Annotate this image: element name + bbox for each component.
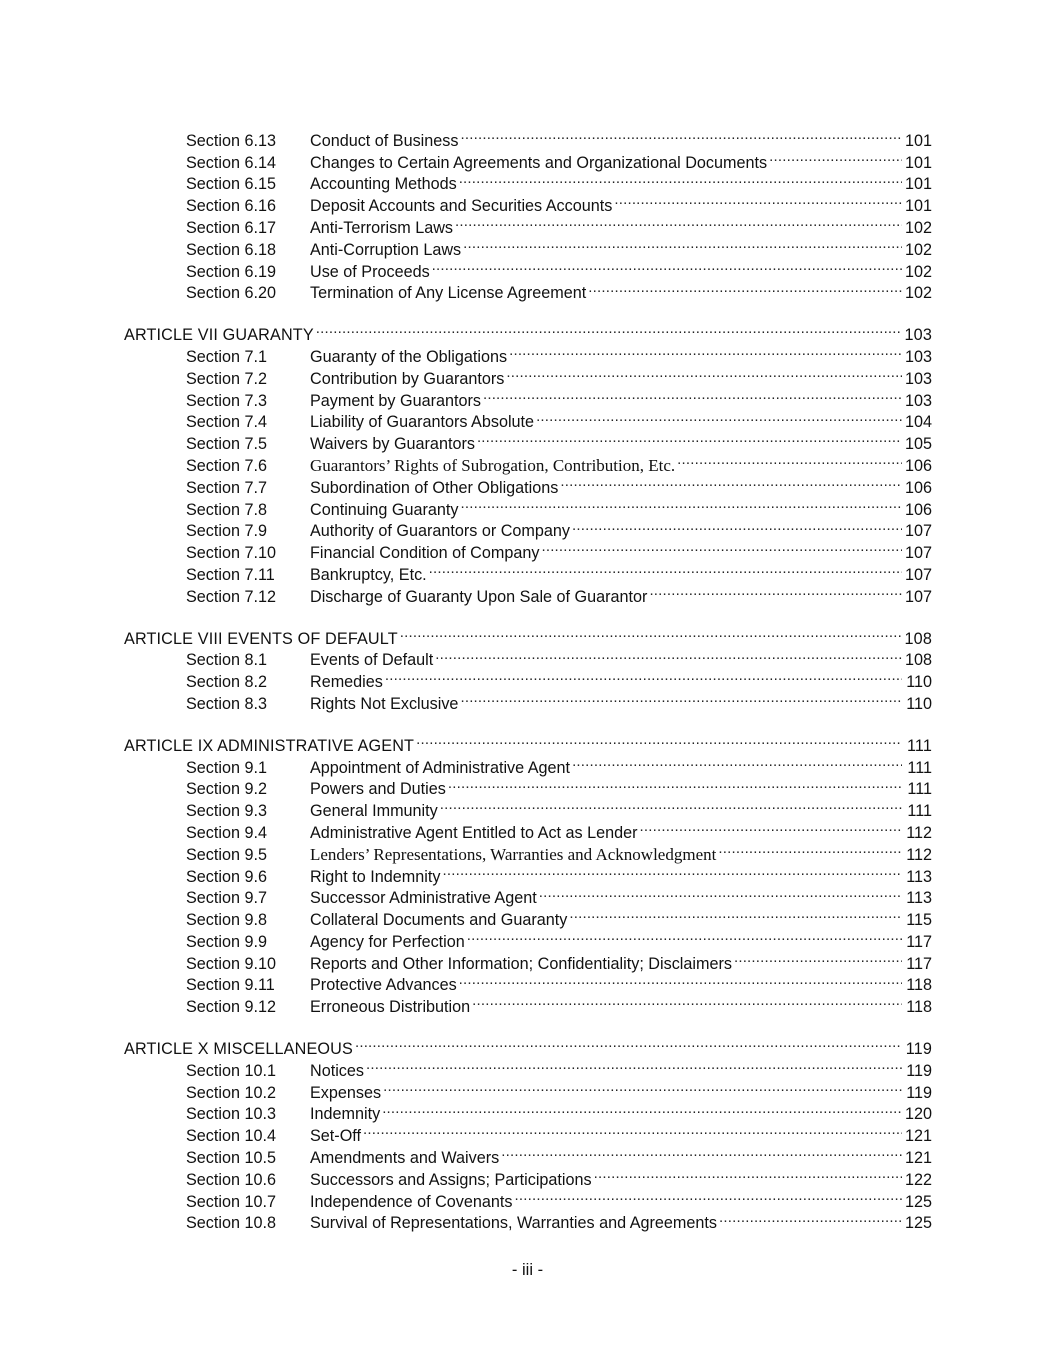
dot-leader — [541, 536, 902, 558]
page-number: 101 — [904, 197, 932, 216]
page-number: 122 — [904, 1170, 932, 1189]
article-title: ARTICLE VII GUARANTY — [124, 326, 314, 345]
dot-leader — [572, 751, 902, 773]
section-title: Deposit Accounts and Securities Accounts — [310, 197, 613, 216]
dot-leader — [509, 340, 902, 362]
page-number: 108 — [904, 629, 932, 648]
section-title: Expenses — [310, 1083, 382, 1102]
page-number: 103 — [904, 391, 932, 410]
section-title: Guaranty of the Obligations — [310, 347, 508, 366]
page-number: 121 — [904, 1127, 932, 1146]
section-number: Section 7.5 — [186, 435, 267, 454]
page-number: 119 — [905, 1040, 932, 1059]
page-number: 106 — [904, 478, 932, 497]
section-title: Right to Indemnity — [310, 867, 441, 886]
section-number: Section 8.3 — [186, 694, 267, 713]
section-title: Discharge of Guaranty Upon Sale of Guarantor — [310, 587, 648, 606]
section-title: Contribution by Guarantors — [310, 369, 505, 388]
section-title: Collateral Documents and Guaranty — [310, 911, 568, 930]
section-title: Protective Advances — [310, 976, 457, 995]
page-number: 113 — [906, 889, 932, 908]
dot-leader — [560, 471, 902, 493]
dot-leader — [640, 816, 902, 838]
page-number: 113 — [906, 867, 932, 886]
page-number: 107 — [904, 522, 932, 541]
page-number: 103 — [904, 347, 932, 366]
article-title: ARTICLE VIII EVENTS OF DEFAULT — [124, 629, 398, 648]
dot-leader — [363, 1119, 902, 1141]
section-number: Section 9.10 — [186, 954, 276, 973]
page-number: 117 — [906, 932, 932, 951]
section-number: Section 9.7 — [186, 889, 267, 908]
page-number: 110 — [906, 694, 932, 713]
section-number: Section 9.12 — [186, 998, 276, 1017]
section-title: Reports and Other Information; Confidentiality; Disclaimers — [310, 954, 732, 973]
section-title: General Immunity — [310, 802, 438, 821]
dot-leader — [536, 406, 902, 428]
section-number: Section 6.13 — [186, 131, 276, 150]
dot-leader — [316, 318, 902, 340]
section-number: Section 8.2 — [186, 673, 267, 692]
page-number: 121 — [904, 1149, 932, 1168]
section-title: Administrative Agent Entitled to Act as Lender — [310, 823, 638, 842]
section-number: Section 9.9 — [186, 932, 267, 951]
section-title: Termination of Any License Agreement — [310, 284, 587, 303]
page-number: 125 — [904, 1214, 932, 1233]
dot-leader — [455, 211, 902, 233]
dot-leader — [734, 947, 902, 969]
section-number: Section 9.8 — [186, 911, 267, 930]
dot-leader — [467, 925, 902, 947]
toc-article-entry[interactable] — [124, 318, 932, 345]
dot-leader — [677, 449, 902, 471]
section-number: Section 10.1 — [186, 1061, 276, 1080]
section-title: Events of Default — [310, 651, 434, 670]
page-number: 104 — [904, 413, 932, 432]
section-number: Section 10.4 — [186, 1127, 276, 1146]
section-number: Section 6.20 — [186, 284, 276, 303]
page-number: 102 — [904, 262, 932, 281]
section-number: Section 9.11 — [186, 976, 275, 995]
section-number: Section 10.3 — [186, 1105, 276, 1124]
dot-leader — [539, 882, 902, 904]
dot-leader — [429, 558, 902, 580]
article-title: ARTICLE IX ADMINISTRATIVE AGENT — [124, 736, 415, 755]
section-title: Remedies — [310, 673, 383, 692]
dot-leader — [355, 1032, 902, 1054]
section-number: Section 9.1 — [186, 758, 267, 777]
section-title: Rights Not Exclusive — [310, 694, 459, 713]
section-title: Guarantors’ Rights of Subrogation, Contribution, Etc. — [310, 455, 676, 475]
dot-leader — [459, 969, 902, 991]
dot-leader — [515, 1185, 902, 1207]
section-number: Section 9.6 — [186, 867, 267, 886]
section-title: Amendments and Waivers — [310, 1149, 500, 1168]
section-number: Section 7.9 — [186, 522, 267, 541]
section-number: Section 9.5 — [186, 845, 267, 864]
page-number: 115 — [906, 911, 932, 930]
section-number: Section 7.7 — [186, 478, 267, 497]
page-number: 110 — [906, 673, 932, 692]
section-title: Indemnity — [310, 1105, 381, 1124]
dot-leader — [385, 665, 902, 687]
section-title: Erroneous Distribution — [310, 998, 471, 1017]
dot-leader — [460, 124, 902, 146]
dot-leader — [382, 1098, 902, 1120]
dot-leader — [416, 729, 902, 751]
dot-leader — [483, 384, 902, 406]
page-number: 120 — [904, 1105, 932, 1124]
dot-leader — [649, 580, 902, 602]
section-number: Section 9.4 — [186, 823, 267, 842]
page-number: 102 — [904, 218, 932, 237]
section-title: Changes to Certain Agreements and Organizational Documents — [310, 153, 768, 172]
page-number: 105 — [904, 435, 932, 454]
dot-leader — [366, 1054, 902, 1076]
dot-leader — [501, 1141, 902, 1163]
section-number: Section 7.4 — [186, 413, 267, 432]
section-title: Financial Condition of Company — [310, 544, 540, 563]
dot-leader — [448, 773, 902, 795]
section-number: Section 6.16 — [186, 197, 276, 216]
page-number: 101 — [904, 175, 932, 194]
section-title: Appointment of Administrative Agent — [310, 758, 571, 777]
page-number-footer: - iii - — [511, 1261, 544, 1279]
section-number: Section 7.3 — [186, 391, 267, 410]
dot-leader — [572, 515, 902, 537]
page-number: 119 — [906, 1061, 932, 1080]
section-title: Authority of Guarantors or Company — [310, 522, 571, 541]
toc-section-entry[interactable] — [124, 124, 932, 150]
page-number: 118 — [906, 976, 932, 995]
section-title: Payment by Guarantors — [310, 391, 481, 410]
page-number: 107 — [904, 565, 932, 584]
page-number: 111 — [907, 802, 932, 821]
section-title: Accounting Methods — [310, 175, 457, 194]
dot-leader — [718, 838, 902, 860]
section-title: Bankruptcy, Etc. — [310, 565, 427, 584]
page-number: 101 — [904, 131, 932, 150]
section-number: Section 7.2 — [186, 369, 267, 388]
dot-leader — [769, 146, 902, 168]
page-number: 112 — [906, 823, 932, 842]
dot-leader — [588, 277, 902, 299]
section-number: Section 7.6 — [186, 456, 267, 475]
page-number: 107 — [904, 544, 932, 563]
dot-leader — [432, 255, 902, 277]
toc-article-entry[interactable] — [124, 622, 932, 648]
dot-leader — [442, 860, 902, 882]
page-number: 102 — [904, 284, 932, 303]
page-number: 112 — [906, 845, 932, 864]
page-number: 107 — [904, 587, 932, 606]
section-title: Survival of Representations, Warranties and Agreements — [310, 1214, 717, 1233]
section-number: Section 6.18 — [186, 240, 276, 259]
page-number: 103 — [904, 326, 932, 345]
toc-article-entry[interactable] — [124, 729, 932, 755]
section-number: Section 7.1 — [186, 347, 267, 366]
section-title: Anti-Corruption Laws — [310, 240, 462, 259]
section-number: Section 10.5 — [186, 1149, 276, 1168]
section-number: Section 10.8 — [186, 1214, 276, 1233]
article-title: ARTICLE X MISCELLANEOUS — [124, 1040, 353, 1059]
section-title: Subordination of Other Obligations — [310, 478, 559, 497]
section-title: Successor Administrative Agent — [310, 889, 537, 908]
section-title: Successors and Assigns; Participations — [310, 1170, 592, 1189]
page-number: 108 — [904, 651, 932, 670]
page-number: 119 — [906, 1083, 932, 1102]
dot-leader — [460, 493, 902, 515]
section-title: Lenders’ Representations, Warranties and Acknowledgment — [310, 844, 717, 864]
dot-leader — [506, 362, 902, 384]
section-title: Conduct of Business — [310, 131, 459, 150]
dot-leader — [472, 990, 902, 1012]
section-number: Section 6.15 — [186, 175, 276, 194]
dot-leader — [400, 622, 902, 644]
page-number: 125 — [904, 1192, 932, 1211]
section-number: Section 9.3 — [186, 802, 267, 821]
section-title: Waivers by Guarantors — [310, 435, 475, 454]
section-number: Section 10.2 — [186, 1083, 276, 1102]
section-title: Independence of Covenants — [310, 1192, 513, 1211]
section-number: Section 7.10 — [186, 544, 276, 563]
page-number: 117 — [906, 954, 932, 973]
dot-leader — [383, 1076, 902, 1098]
dot-leader — [594, 1163, 902, 1185]
section-number: Section 10.7 — [186, 1192, 276, 1211]
page-number: 111 — [907, 758, 932, 777]
dot-leader — [459, 168, 902, 190]
section-title: Anti-Terrorism Laws — [310, 218, 454, 237]
dot-leader — [614, 189, 902, 211]
dot-leader — [719, 1207, 902, 1229]
page-number: 118 — [906, 998, 932, 1017]
page-number: 111 — [906, 736, 932, 755]
dot-leader — [569, 903, 902, 925]
section-number: Section 6.14 — [186, 153, 276, 172]
section-title: Liability of Guarantors Absolute — [310, 413, 535, 432]
toc-article-entry[interactable] — [124, 1032, 932, 1059]
page-number: 101 — [904, 153, 932, 172]
section-number: Section 10.6 — [186, 1170, 276, 1189]
section-title: Use of Proceeds — [310, 262, 430, 281]
section-number: Section 7.12 — [186, 587, 276, 606]
section-number: Section 6.19 — [186, 262, 276, 281]
dot-leader — [440, 794, 902, 816]
section-number: Section 9.2 — [186, 780, 267, 799]
page-number: 111 — [907, 780, 932, 799]
page-number: 106 — [904, 500, 932, 519]
table-of-contents — [124, 124, 932, 1233]
section-number: Section 7.11 — [186, 565, 275, 584]
dot-leader — [463, 233, 902, 255]
section-title: Set-Off — [310, 1127, 361, 1146]
dot-leader — [460, 687, 902, 709]
page-number: 103 — [904, 369, 932, 388]
section-title: Continuing Guaranty — [310, 500, 459, 519]
section-number: Section 6.17 — [186, 218, 276, 237]
page-number: 106 — [904, 456, 932, 475]
section-number: Section 8.1 — [186, 651, 267, 670]
section-title: Powers and Duties — [310, 780, 446, 799]
dot-leader — [477, 427, 902, 449]
page-number: 102 — [904, 240, 932, 259]
section-title: Notices — [310, 1061, 364, 1080]
section-title: Agency for Perfection — [310, 932, 465, 951]
dot-leader — [435, 644, 902, 666]
section-number: Section 7.8 — [186, 500, 267, 519]
